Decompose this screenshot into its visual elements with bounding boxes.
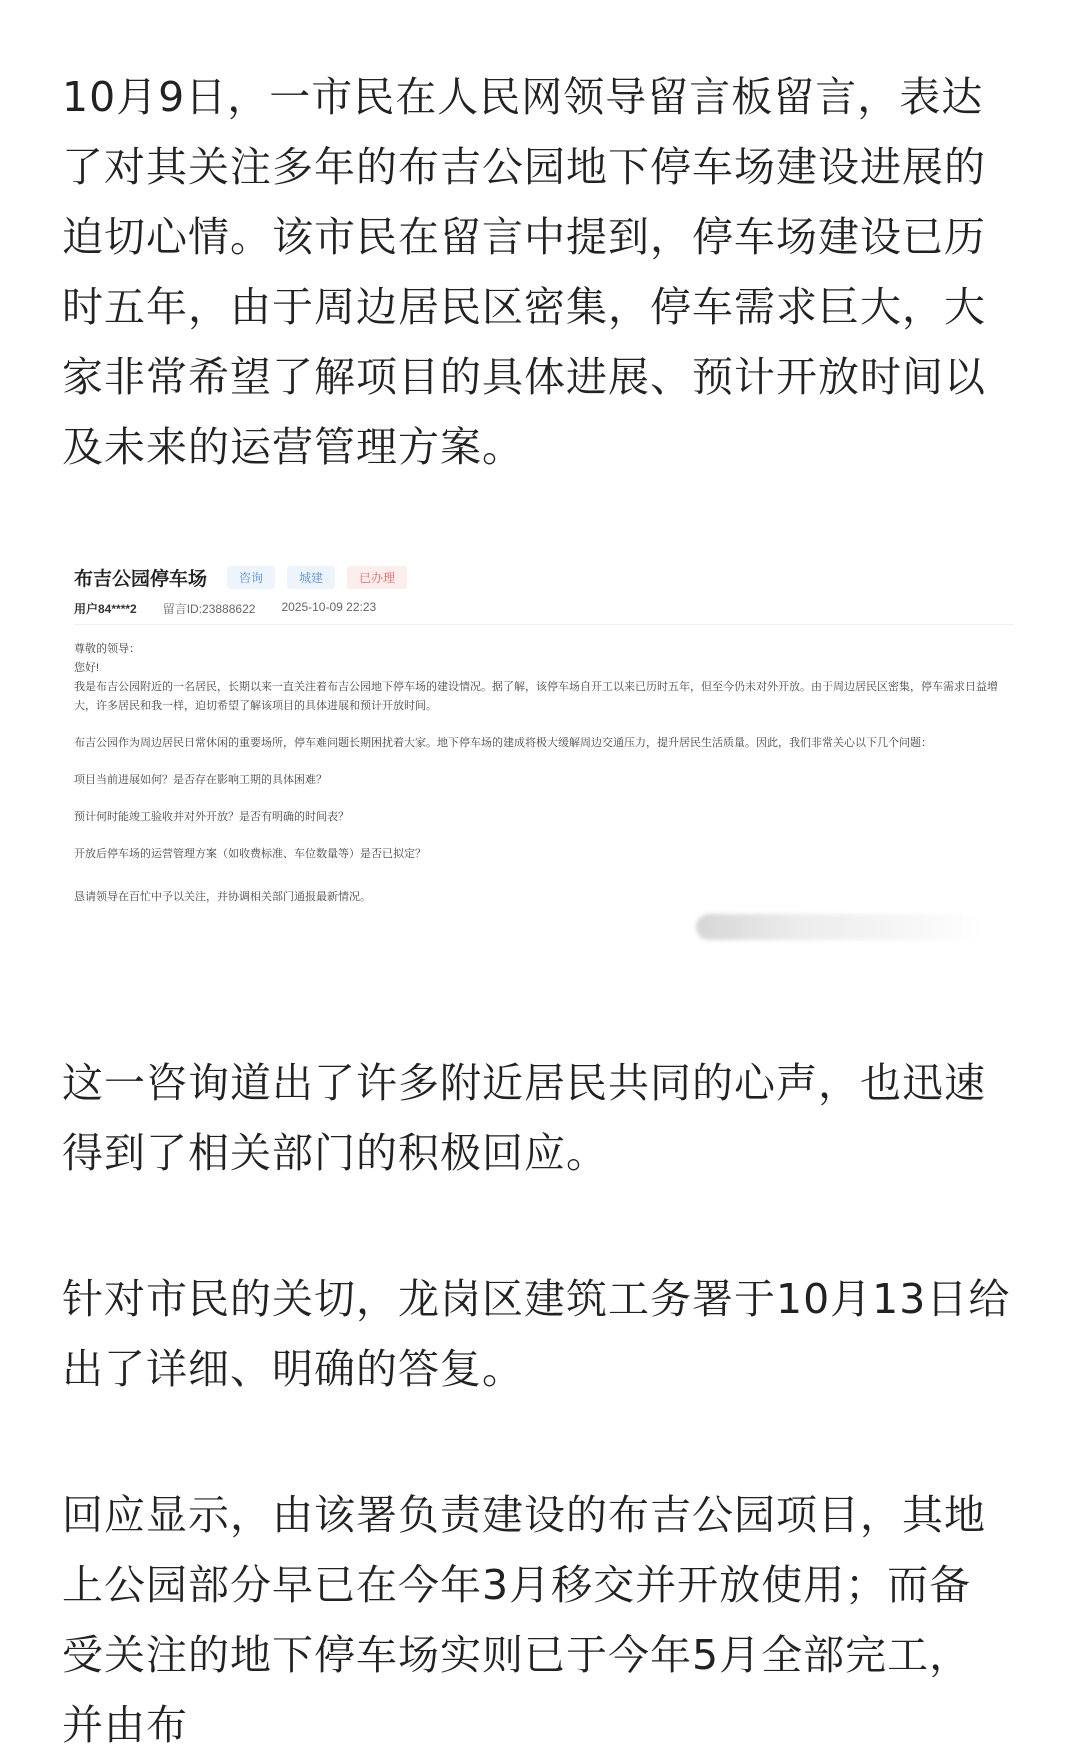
paragraph-reply-details: 回应显示，由该署负责建设的布吉公园项目，其地上公园部分早已在今年3月移交并开放使用；而备受关注的地下停车场实则已于今年5月全部完工，并由布	[62, 1491, 986, 1749]
divider	[74, 624, 1014, 625]
message-board-screenshot	[64, 548, 1014, 988]
message-hello: 您好!	[74, 662, 100, 674]
tag-urban-construction: 城建	[287, 566, 335, 589]
paragraph-intro: 10月9日，一市民在人民网领导留言板留言，表达了对其关注多年的布吉公园地下停车场建设进展的迫切心情。该市民在留言中提到，停车场建设已历时五年，由于周边居民区密集，停车需求巨大，大家非常希望了解项目的具体进展、预计开放时间以及未来的运营管理方案。	[62, 73, 986, 471]
message-id: 留言ID:23888622	[162, 602, 256, 616]
message-context: 布吉公园作为周边居民日常休闲的重要场所，停车难问题长期困扰着大家。地下停车场的建成将极大缓解周边交通压力，提升居民生活质量。因此，我们非常关心以下几个问题：	[74, 737, 932, 749]
message-intro: 我是布吉公园附近的一名居民，长期以来一直关注着布吉公园地下停车场的建设情况。据了解，该停车场自开工以来已历时五年，但至今仍未对外开放。由于周边居民区密集，停车需求日益增大，许多居民和我一样，迫切希望了解该项目的具体进展和预计开放时间。	[74, 681, 998, 712]
blurred-redaction	[696, 914, 986, 940]
paragraph-official-reply: 针对市民的关切，龙岗区建筑工务署于10月13日给出了详细、明确的答复。	[62, 1275, 1011, 1393]
message-datetime: 2025-10-09 22:23	[281, 600, 377, 614]
message-user: 用户84****2	[74, 602, 137, 616]
message-title: 布吉公园停车场	[74, 568, 208, 590]
message-body	[74, 640, 1004, 907]
tag-consult: 咨询	[227, 566, 275, 589]
message-meta	[74, 600, 376, 617]
paragraph-response-summary: 这一咨询道出了许多附近居民共同的心声，也迅速得到了相关部门的积极回应。	[62, 1059, 986, 1177]
tag-handled: 已办理	[347, 566, 407, 589]
message-greeting: 尊敬的领导：	[74, 643, 140, 655]
message-header	[74, 560, 407, 594]
message-question-2: 预计何时能竣工验收并对外开放？是否有明确的时间表？	[74, 811, 349, 823]
message-question-3: 开放后停车场的运营管理方案（如收费标准、车位数量等）是否已拟定？	[74, 848, 426, 860]
message-question-1: 项目当前进展如何？是否存在影响工期的具体困难？	[74, 774, 327, 786]
message-closing: 恳请领导在百忙中予以关注，并协调相关部门通报最新情况。	[74, 891, 371, 903]
